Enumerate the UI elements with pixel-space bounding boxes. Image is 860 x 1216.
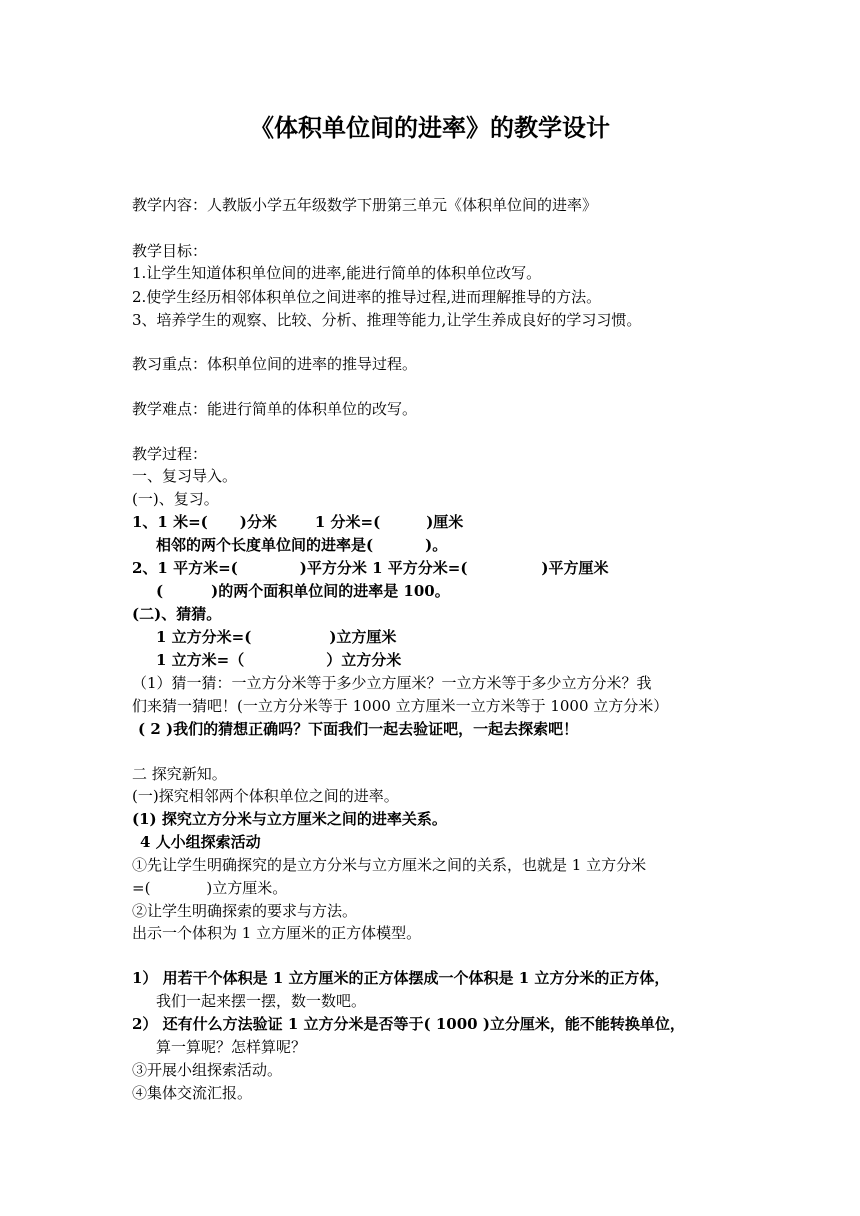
guess-line-1: 1 立方分米=( )立方厘米 [156,628,397,646]
explore-1: (一)探究相邻两个体积单位之间的进率。 [132,787,399,805]
guess-heading: (二)、猜猜。 [132,605,222,623]
part2-heading: 二 探究新知。 [132,765,227,783]
review-1a: 1、1 米=( [132,513,208,531]
document-title: 《体积单位间的进率》的教学设计 [250,114,610,142]
teaching-content: 教学内容：人教版小学五年级数学下册第三单元《体积单位间的进率》 [132,196,598,214]
guess-line-4: 们来猜一猜吧！(一立方分米等于 1000 立方厘米一立方米等于 1000 立方分米） [132,697,669,715]
review-1d: )厘米 [426,513,464,531]
review-line-2-ratio: ( )的两个面积单位间的进率是 100。 [156,582,450,600]
review-1c: 1 分米=( [314,513,381,531]
review-heading: (一)、复习。 [132,490,219,508]
explore-2: (1) 探究立方分米与立方厘米之间的进率关系。 [132,810,447,828]
goals-heading: 教学目标： [132,242,208,260]
step-2: ②让学生明确探索的要求与方法。 [132,902,358,920]
sub-step-2: 2） 还有什么方法验证 1 立方分米是否等于( 1000 )立分厘米，能不能转换单位， [132,1015,685,1033]
process-heading: 教学过程： [132,445,208,463]
key-point: 教习重点：体积单位间的进率的推导过程。 [132,355,418,373]
step-4: ④集体交流汇报。 [132,1084,253,1102]
goal-item-2: 2.使学生经历相邻体积单位之间进率的推导过程,进而理解推导的方法。 [132,288,602,306]
guess-line-3: （1）猜一猜：一立方分米等于多少立方厘米？一立方米等于多少立方分米？我 [132,674,652,692]
goal-item-3: 3、培养学生的观察、比较、分析、推理等能力,让学生养成良好的学习习惯。 [132,311,642,329]
review-line-1 [132,511,463,533]
goal-item-1: 1.让学生知道体积单位间的进率,能进行简单的体积单位改写。 [132,264,542,282]
guess-line-2: 1 立方米=（ ）立方分米 [156,651,402,669]
step-3: ③开展小组探索活动。 [132,1061,283,1079]
guess-line-5: ( 2 )我们的猜想正确吗？下面我们一起去验证吧，一起去探索吧！ [138,720,579,738]
step-1: ①先让学生明确探究的是立方分米与立方厘米之间的关系，也就是 1 立方分米 [132,856,647,874]
step-1-continued: =( )立方厘米。 [132,879,288,897]
review-line-1-ratio: 相邻的两个长度单位间的进率是( )。 [156,536,448,554]
show-model: 出示一个体积为 1 立方厘米的正方体模型。 [132,924,422,942]
difficult-point: 教学难点：能进行简单的体积单位的改写。 [132,400,418,418]
review-line-2: 2、1 平方米=( )平方分米 1 平方分米=( )平方厘米 [132,559,609,577]
group-activity: 4 人小组探索活动 [140,833,261,851]
sub-step-2-continued: 算一算呢？怎样算呢？ [156,1038,307,1056]
part1-heading: 一、复习导入。 [132,467,238,485]
sub-step-1-continued: 我们一起来摆一摆，数一数吧。 [156,992,367,1010]
review-1b: )分米 [239,513,277,531]
sub-step-1: 1） 用若干个体积是 1 立方厘米的正方体摆成一个体积是 1 立方分米的正方体， [132,969,670,987]
